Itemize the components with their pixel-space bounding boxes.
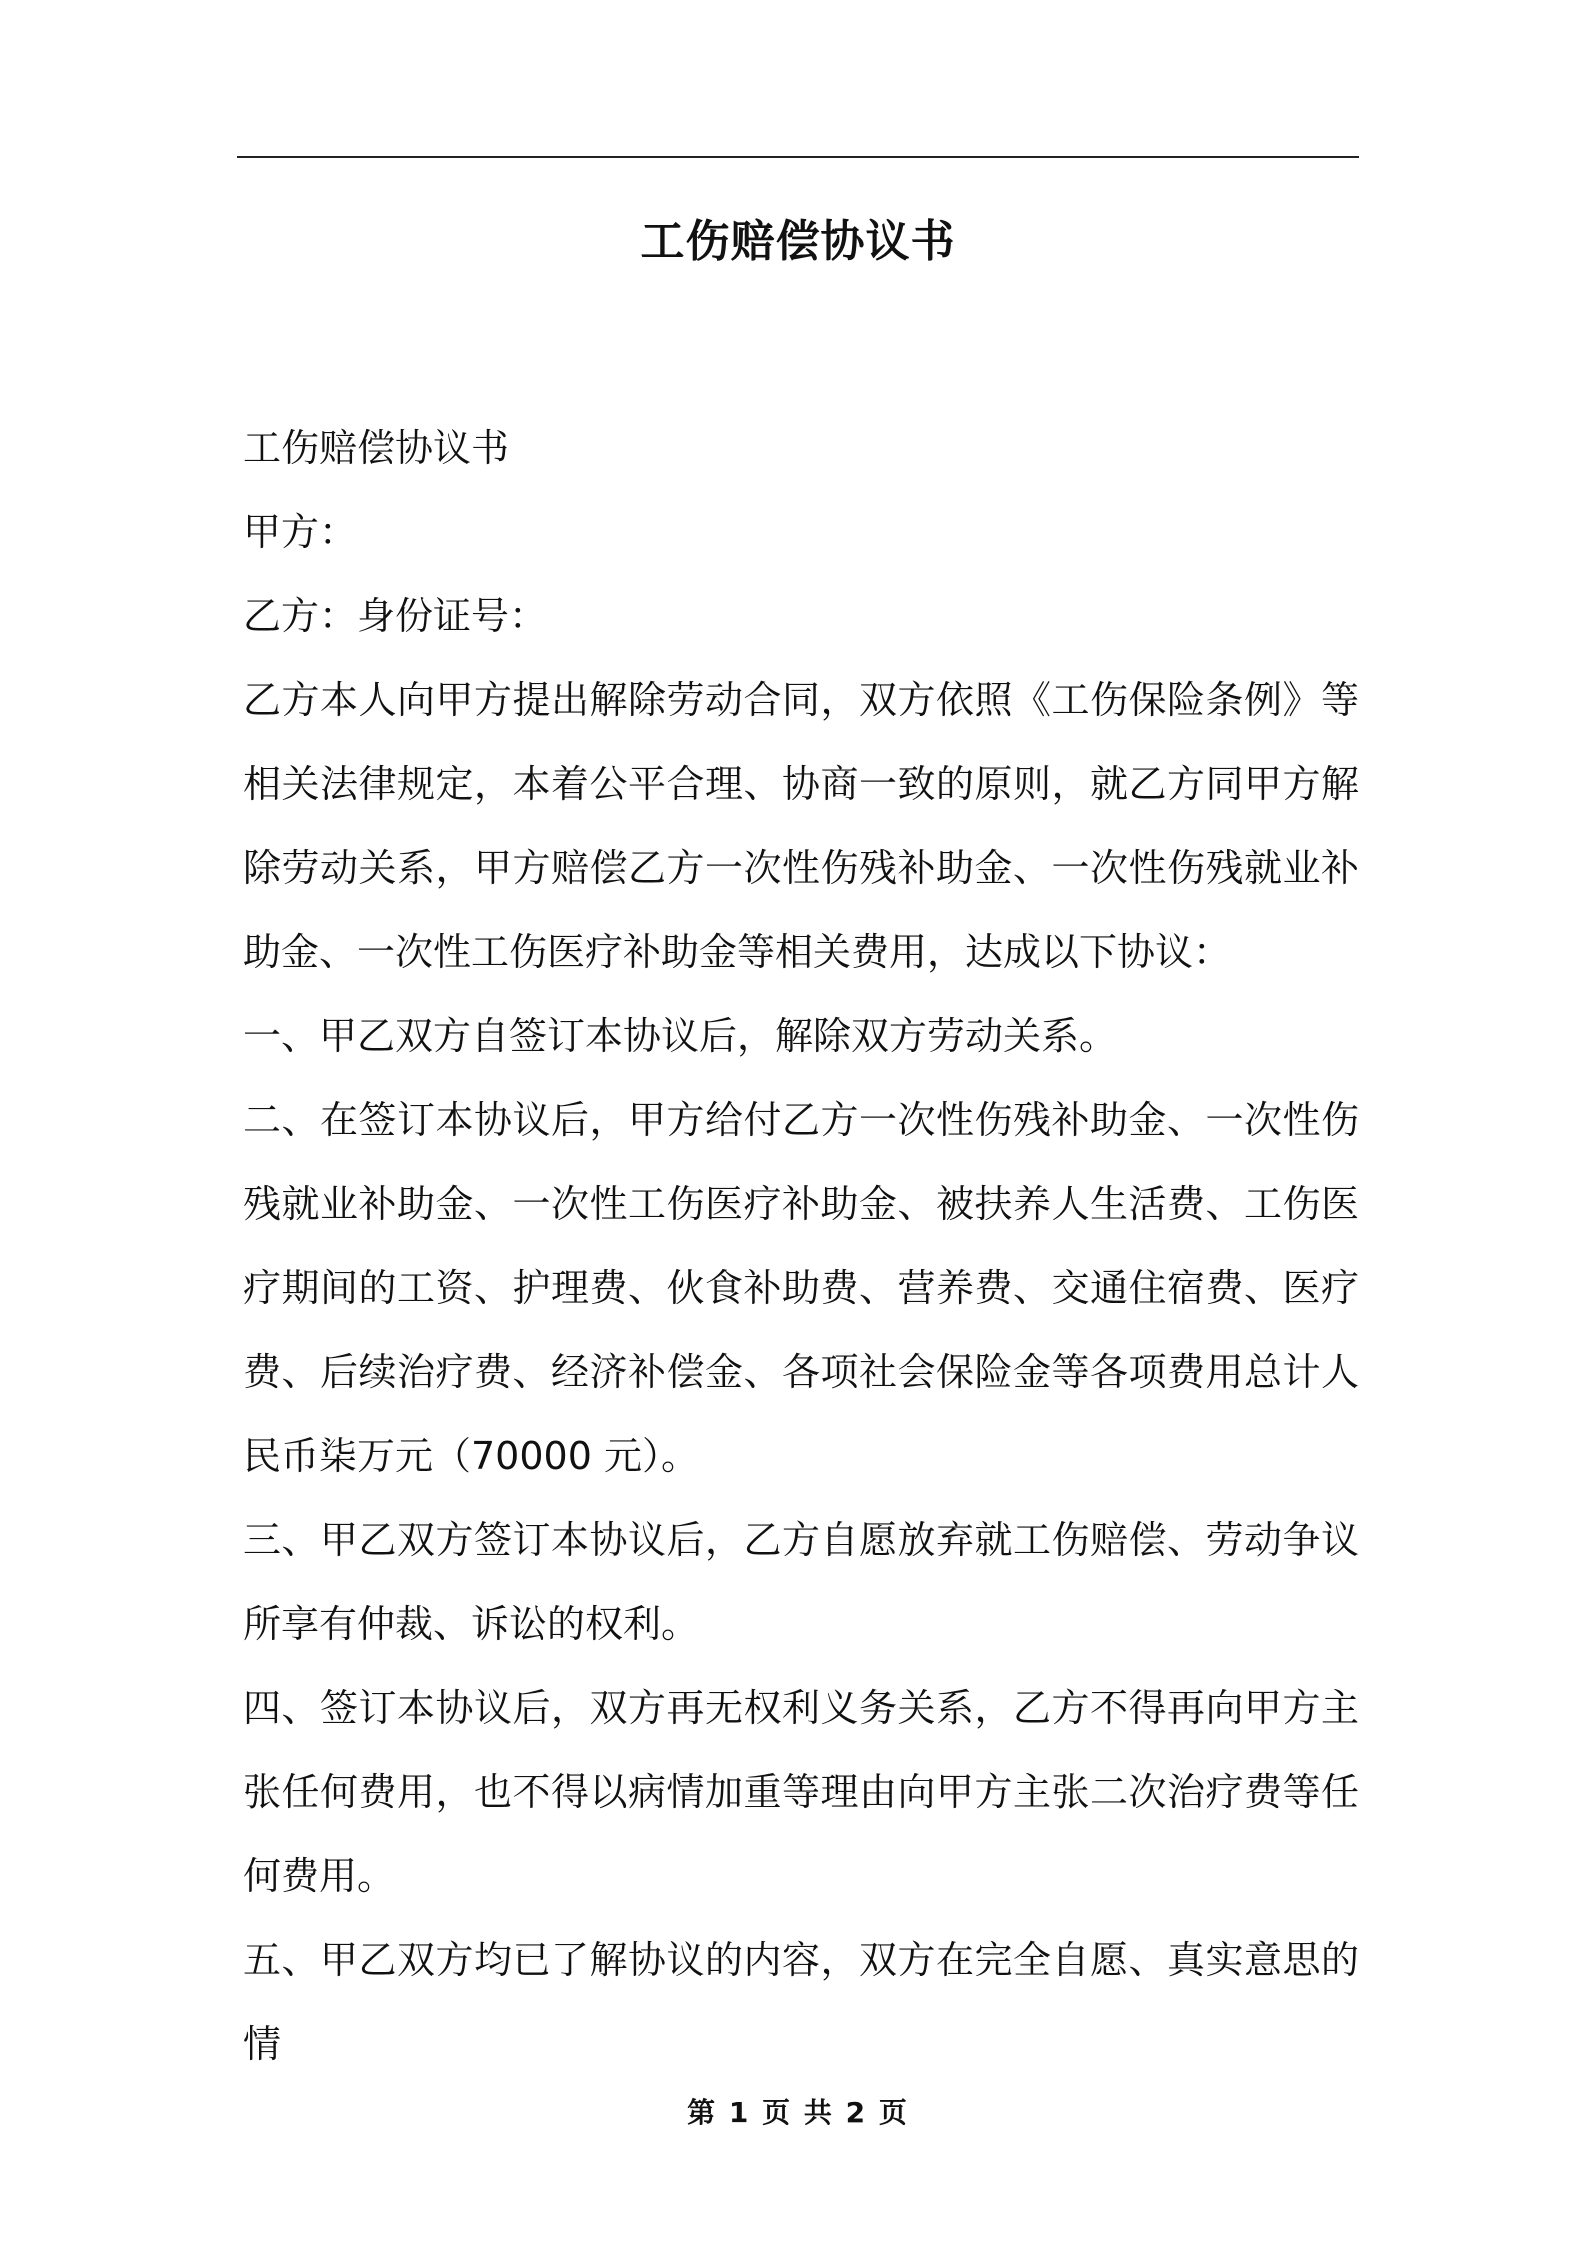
page-footer: 第 1 页 共 2 页 [687,2096,909,2129]
clause-2: 二、在签订本协议后，甲方给付乙方一次性伤残补助金、一次性伤残就业补助金、一次性工伤医疗补助金、被扶养人生活费、工伤医疗期间的工资、护理费、伙食补助费、营养费、交通住宿费、医疗费、后续治疗费、经济补偿金、各项社会保险金等各项费用总计人民币柒万元（70000 元）。 [243,1098,1359,1478]
clause-4: 四、签订本协议后，双方再无权利义务关系，乙方不得再向甲方主张任何费用，也不得以病情加重等理由向甲方主张二次治疗费等任何费用。 [243,1686,1359,1898]
party-b-line: 乙方：身份证号： [243,594,548,638]
header-rule [237,156,1359,158]
clause-5: 五、甲乙双方均已了解协议的内容，双方在完全自愿、真实意思的情 [243,1938,1359,2066]
party-a-line: 甲方： [243,510,358,554]
clause-1: 一、甲乙双方自签订本协议后，解除双方劳动关系。 [243,1014,1118,1058]
document-body [243,406,1359,2086]
clause-3: 三、甲乙双方签订本协议后，乙方自愿放弃就工伤赔偿、劳动争议所享有仲裁、诉讼的权利。 [243,1518,1359,1646]
subtitle-line: 工伤赔偿协议书 [243,426,510,470]
preamble-paragraph: 乙方本人向甲方提出解除劳动合同，双方依照《工伤保险条例》等相关法律规定，本着公平合理、协商一致的原则，就乙方同甲方解除劳动关系，甲方赔偿乙方一次性伤残补助金、一次性伤残就业补助金、一次性工伤医疗补助金等相关费用，达成以下协议： [243,678,1359,974]
document-title: 工伤赔偿协议书 [640,216,956,267]
